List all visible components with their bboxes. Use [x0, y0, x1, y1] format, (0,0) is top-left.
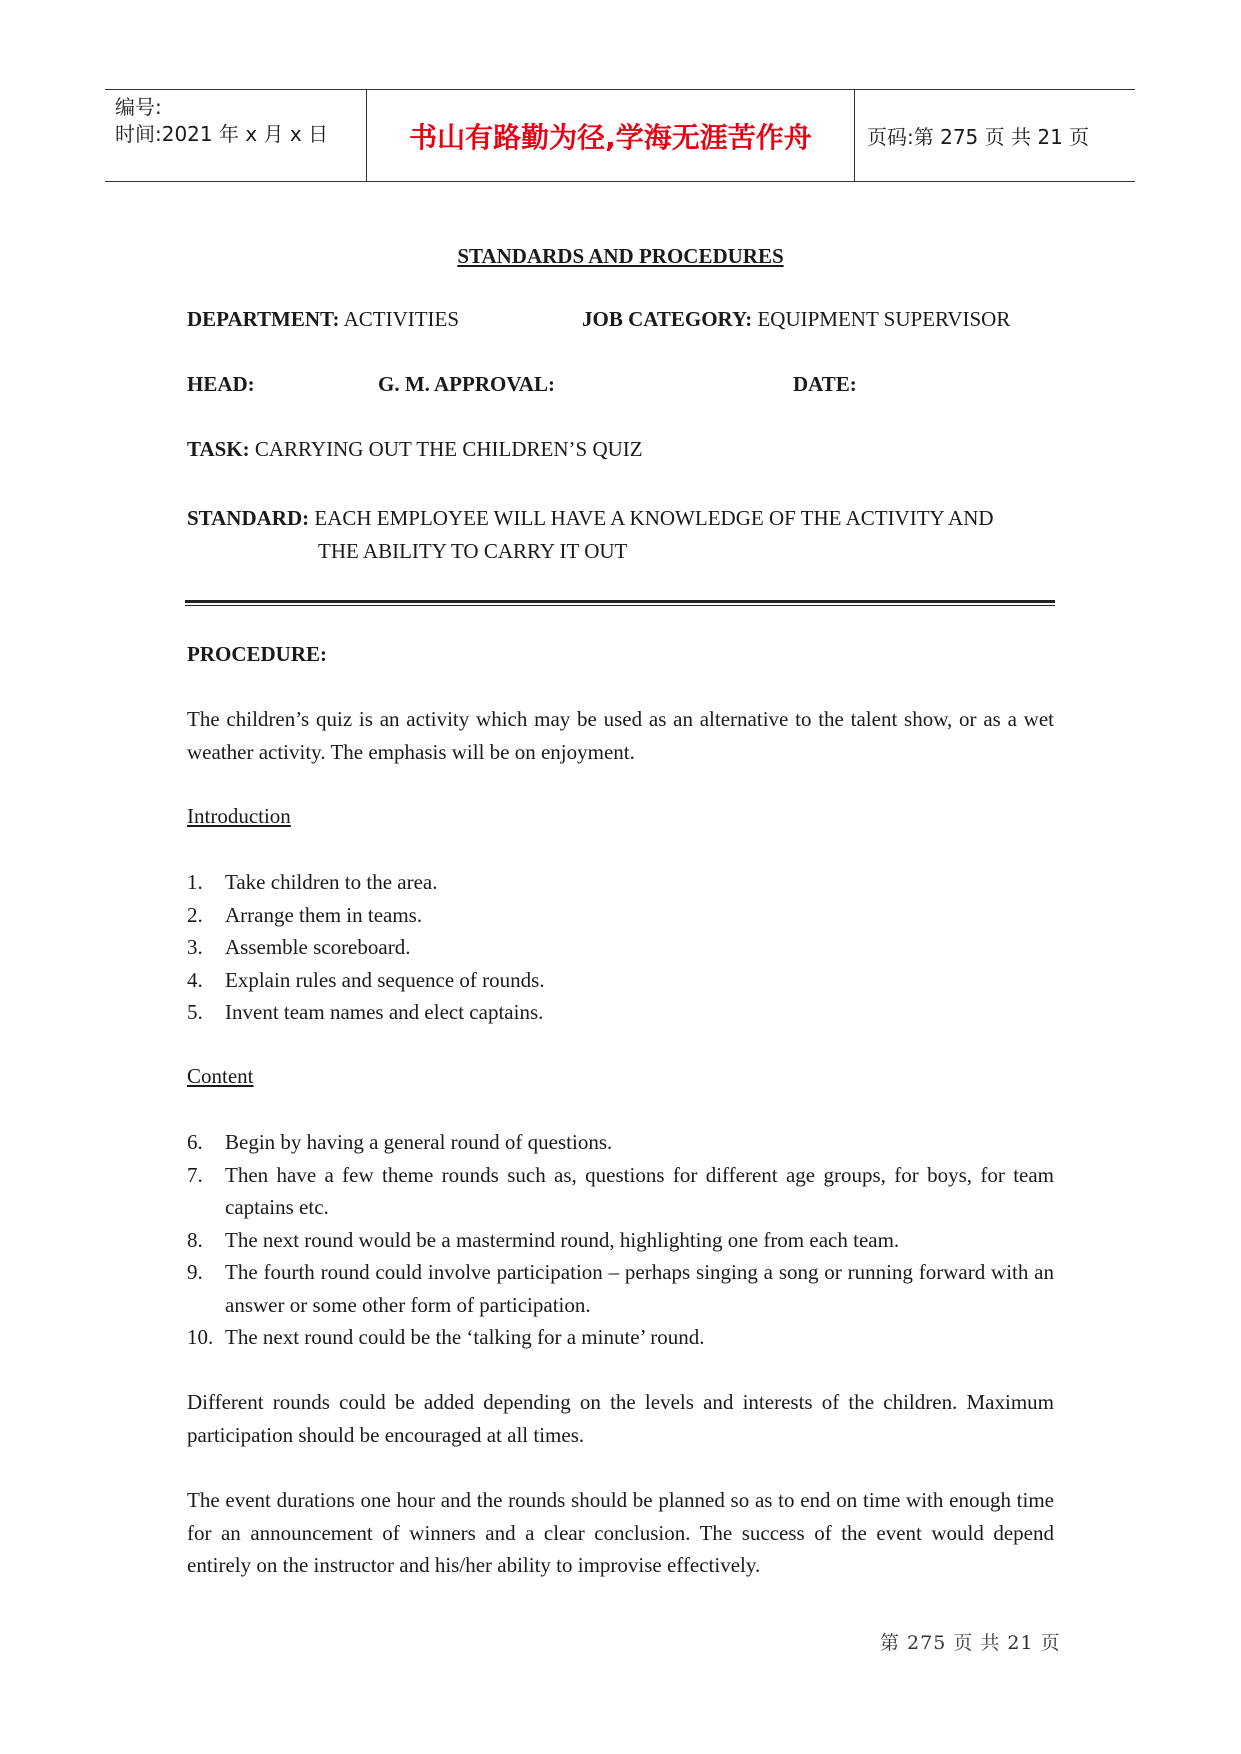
- page-footer: 第 275 页 共 21 页: [880, 1632, 1061, 1654]
- header-meta: [105, 90, 367, 181]
- job-category-label: JOB CATEGORY:: [582, 307, 753, 331]
- gm-approval-field: [378, 372, 555, 397]
- list-item-text: The fourth round could involve participation – perhaps singing a song or running forward with an answer or some other form of participation.: [225, 1260, 1054, 1317]
- standard-label: STANDARD:: [187, 506, 310, 530]
- gm-approval-label: G. M. APPROVAL:: [378, 372, 555, 396]
- task-label: TASK:: [187, 437, 250, 461]
- list-item-number: 3.: [187, 935, 203, 959]
- list-item: [187, 1126, 1054, 1159]
- list-item-text: The next round would be a mastermind round, highlighting one from each team.: [225, 1227, 900, 1252]
- standard-field: [187, 502, 1054, 567]
- task-field: [187, 437, 643, 462]
- list-item: [187, 996, 1054, 1029]
- list-item: [187, 964, 1054, 997]
- department-value: ACTIVITIES: [339, 307, 460, 331]
- introduction-heading-text: Introduction: [187, 804, 291, 828]
- list-item-text: Assemble scoreboard.: [225, 935, 411, 959]
- list-item: [187, 1321, 1054, 1354]
- procedure-section: [187, 638, 1054, 671]
- list-item-number: 9.: [187, 1260, 203, 1284]
- serial-label: 编号:: [115, 95, 162, 119]
- list-item-number: 2.: [187, 902, 203, 927]
- list-item-number: 8.: [187, 1227, 203, 1252]
- list-item: [187, 1224, 1054, 1257]
- list-item-text: Arrange them in teams.: [225, 902, 423, 927]
- content-heading-text: Content: [187, 1064, 254, 1088]
- procedure-heading: PROCEDURE:: [187, 642, 327, 666]
- list-item-number: 1.: [187, 870, 203, 894]
- standard-value-line2: THE ABILITY TO CARRY IT OUT: [318, 538, 628, 563]
- paragraph-3: The event durations one hour and the rounds should be planned so as to end on time with enough time for an announcement of winners and a clear conclusion. The success of the event would depend entirely on the instructor and his/her ability to improvise effectively.: [187, 1488, 1054, 1577]
- document-header: [105, 89, 1135, 182]
- list-item-text: Take children to the area.: [225, 870, 438, 894]
- list-item-text: The next round could be the ‘talking for a minute’ round.: [225, 1325, 705, 1349]
- list-item: [187, 866, 1054, 899]
- job-category-field: [582, 307, 1010, 332]
- content-list: [187, 1126, 1054, 1354]
- list-item-text: Invent team names and elect captains.: [225, 1000, 544, 1024]
- date-label: DATE:: [793, 372, 857, 396]
- head-label: HEAD:: [187, 372, 255, 396]
- list-item-number: 5.: [187, 1000, 203, 1024]
- introduction-list: [187, 866, 1054, 1029]
- list-item-number: 4.: [187, 967, 203, 992]
- list-item-number: 7.: [187, 1162, 203, 1187]
- list-item-text: Then have a few theme rounds such as, questions for different age groups, for boys, for team captains etc.: [225, 1162, 1054, 1219]
- header-page-info: 页码:第 275 页 共 21 页: [867, 125, 1090, 149]
- department-field: [187, 307, 459, 332]
- list-item: [187, 899, 1054, 932]
- job-category-value: EQUIPMENT SUPERVISOR: [752, 307, 1011, 331]
- intro-paragraph: The children’s quiz is an activity which may be used as an alternative to the talent show, or as a wet weather activity. The emphasis will be on enjoyment.: [187, 707, 1054, 764]
- list-item: [187, 1256, 1054, 1321]
- section-divider: [185, 600, 1055, 606]
- content-heading: [187, 1060, 1054, 1093]
- list-item-text: Begin by having a general round of questions.: [225, 1130, 613, 1154]
- list-item-number: 6.: [187, 1130, 203, 1154]
- paragraph-2: Different rounds could be added depending on the levels and interests of the children. Maximum participation should be encouraged at all times.: [187, 1390, 1054, 1447]
- list-item-number: 10.: [187, 1325, 214, 1349]
- header-motto: 书山有路勤为径,学海无涯苦作舟: [367, 90, 855, 181]
- list-item-text: Explain rules and sequence of rounds.: [225, 967, 545, 992]
- list-item: [187, 931, 1054, 964]
- date-field: [793, 372, 857, 397]
- head-field: [187, 372, 255, 397]
- list-item: [187, 1159, 1054, 1224]
- time-label: 时间:2021 年 x 月 x 日: [115, 122, 329, 146]
- page-title: STANDARDS AND PROCEDURES: [457, 244, 784, 268]
- task-value: CARRYING OUT THE CHILDREN’S QUIZ: [249, 437, 643, 461]
- standard-value-line1: EACH EMPLOYEE WILL HAVE A KNOWLEDGE OF THE ACTIVITY AND: [309, 506, 994, 530]
- department-label: DEPARTMENT:: [187, 307, 340, 331]
- introduction-heading: [187, 800, 1054, 833]
